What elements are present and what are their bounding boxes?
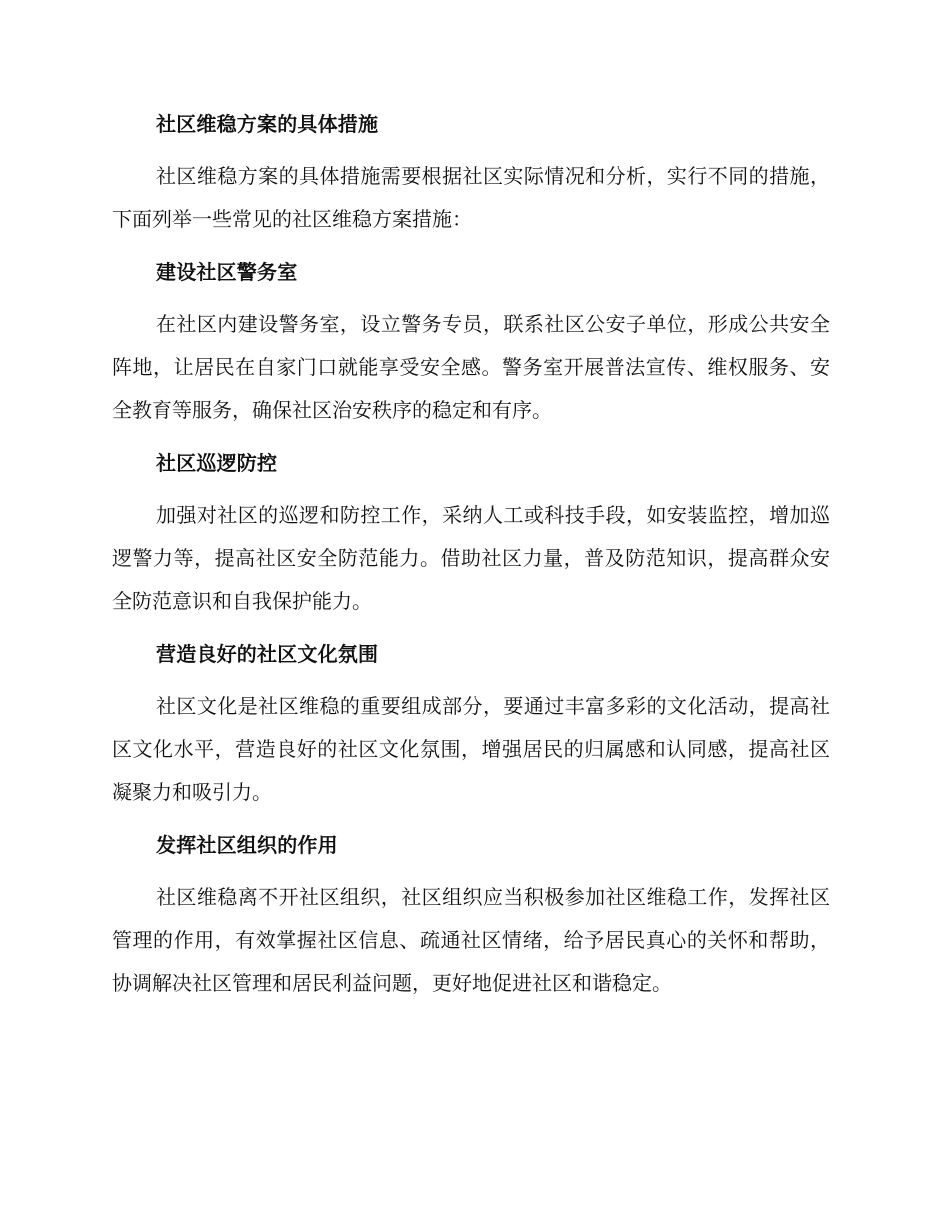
section-heading: 发挥社区组织的作用	[156, 833, 338, 857]
section-paragraph: 社区维稳离不开社区组织，社区组织应当积极参加社区维稳工作，发挥社区管理的作用，有效掌握社区信息、疏通社区情绪，给予居民真心的关怀和帮助，协调解决社区管理和居民利益问题，更好地促进社区和谐稳定。	[112, 885, 830, 995]
document-page	[112, 104, 830, 1016]
section-paragraph: 社区文化是社区维稳的重要组成部分，要通过丰富多彩的文化活动，提高社区文化水平，营造良好的社区文化氛围，增强居民的归属感和认同感，提高社区凝聚力和吸引力。	[112, 694, 830, 804]
section-culture	[112, 634, 830, 814]
section-measures	[112, 104, 830, 241]
section-organizations	[112, 825, 830, 1005]
section-paragraph: 加强对社区的巡逻和防控工作，采纳人工或科技手段，如安装监控，增加巡逻警力等，提高社区安全防范能力。借助社区力量，普及防范知识，提高群众安全防范意识和自我保护能力。	[112, 503, 830, 613]
section-paragraph: 社区维稳方案的具体措施需要根据社区实际情况和分析，实行不同的措施，下面列举一些常见的社区维稳方案措施：	[112, 164, 830, 231]
section-heading: 社区维稳方案的具体措施	[156, 112, 379, 136]
section-paragraph: 在社区内建设警务室，设立警务专员，联系社区公安子单位，形成公共安全阵地，让居民在自家门口就能享受安全感。警务室开展普法宣传、维权服务、安全教育等服务，确保社区治安秩序的稳定和有序。	[112, 312, 830, 422]
section-police-room	[112, 252, 830, 432]
section-heading: 建设社区警务室	[156, 260, 298, 284]
section-patrol	[112, 443, 830, 623]
section-heading: 营造良好的社区文化氛围	[156, 642, 379, 666]
section-heading: 社区巡逻防控	[156, 451, 278, 475]
